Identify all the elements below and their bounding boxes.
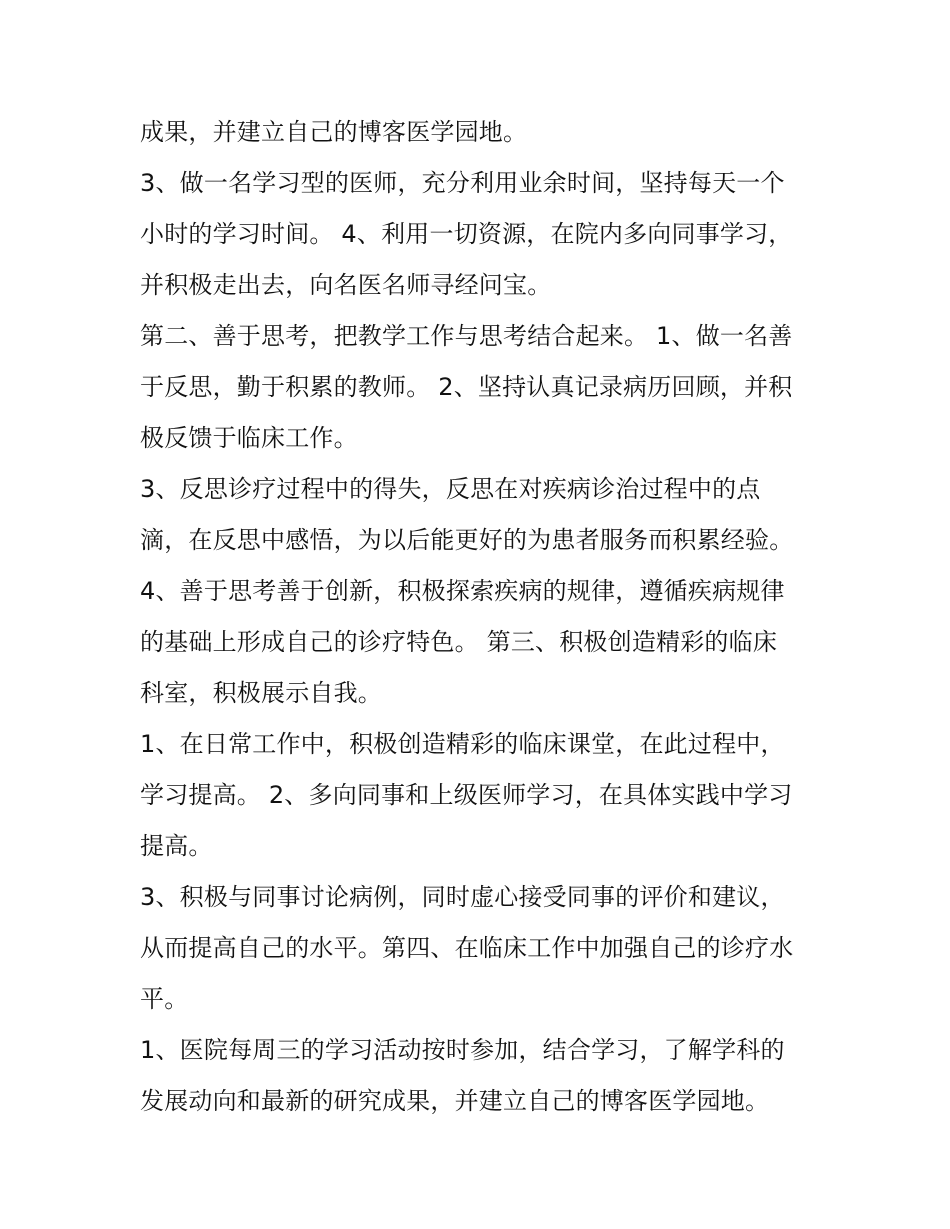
text-line: 小时的学习时间。 4、利用一切资源，在院内多向同事学习， — [140, 220, 793, 248]
text-line: 第二、善于思考，把教学工作与思考结合起来。 1、做一名善 — [140, 322, 793, 350]
text-line: 的基础上形成自己的诊疗特色。 第三、积极创造精彩的临床 — [140, 628, 778, 656]
text-line: 极反馈于临床工作。 — [140, 424, 358, 452]
text-line: 4、善于思考善于创新，积极探索疾病的规律，遵循疾病规律 — [140, 577, 785, 605]
text-line: 从而提高自己的水平。第四、在临床工作中加强自己的诊疗水 — [140, 934, 794, 962]
text-line: 平。 — [140, 985, 189, 1013]
text-line: 提高。 — [140, 832, 213, 860]
text-line: 3、反思诊疗过程中的得失，反思在对疾病诊治过程中的点 — [140, 475, 761, 503]
text-line: 成果，并建立自己的博客医学园地。 — [140, 118, 528, 146]
text-line: 学习提高。 2、多向同事和上级医师学习，在具体实践中学习 — [140, 781, 793, 809]
text-line: 3、积极与同事讨论病例，同时虚心接受同事的评价和建议， — [140, 883, 785, 911]
text-line: 发展动向和最新的研究成果，并建立自己的博客医学园地。 — [140, 1087, 770, 1115]
text-line: 于反思，勤于积累的教师。 2、坚持认真记录病历回顾，并积 — [140, 373, 793, 401]
text-line: 科室，积极展示自我。 — [140, 679, 382, 707]
text-line: 1、医院每周三的学习活动按时参加，结合学习，了解学科的 — [140, 1036, 785, 1064]
document-body — [140, 107, 820, 1127]
text-line: 1、在日常工作中，积极创造精彩的临床课堂，在此过程中， — [140, 730, 785, 758]
text-line: 并积极走出去，向名医名师寻经问宝。 — [140, 271, 552, 299]
text-line: 滴，在反思中感悟，为以后能更好的为患者服务而积累经验。 — [140, 526, 794, 554]
text-line: 3、做一名学习型的医师，充分利用业余时间，坚持每天一个 — [140, 169, 785, 197]
